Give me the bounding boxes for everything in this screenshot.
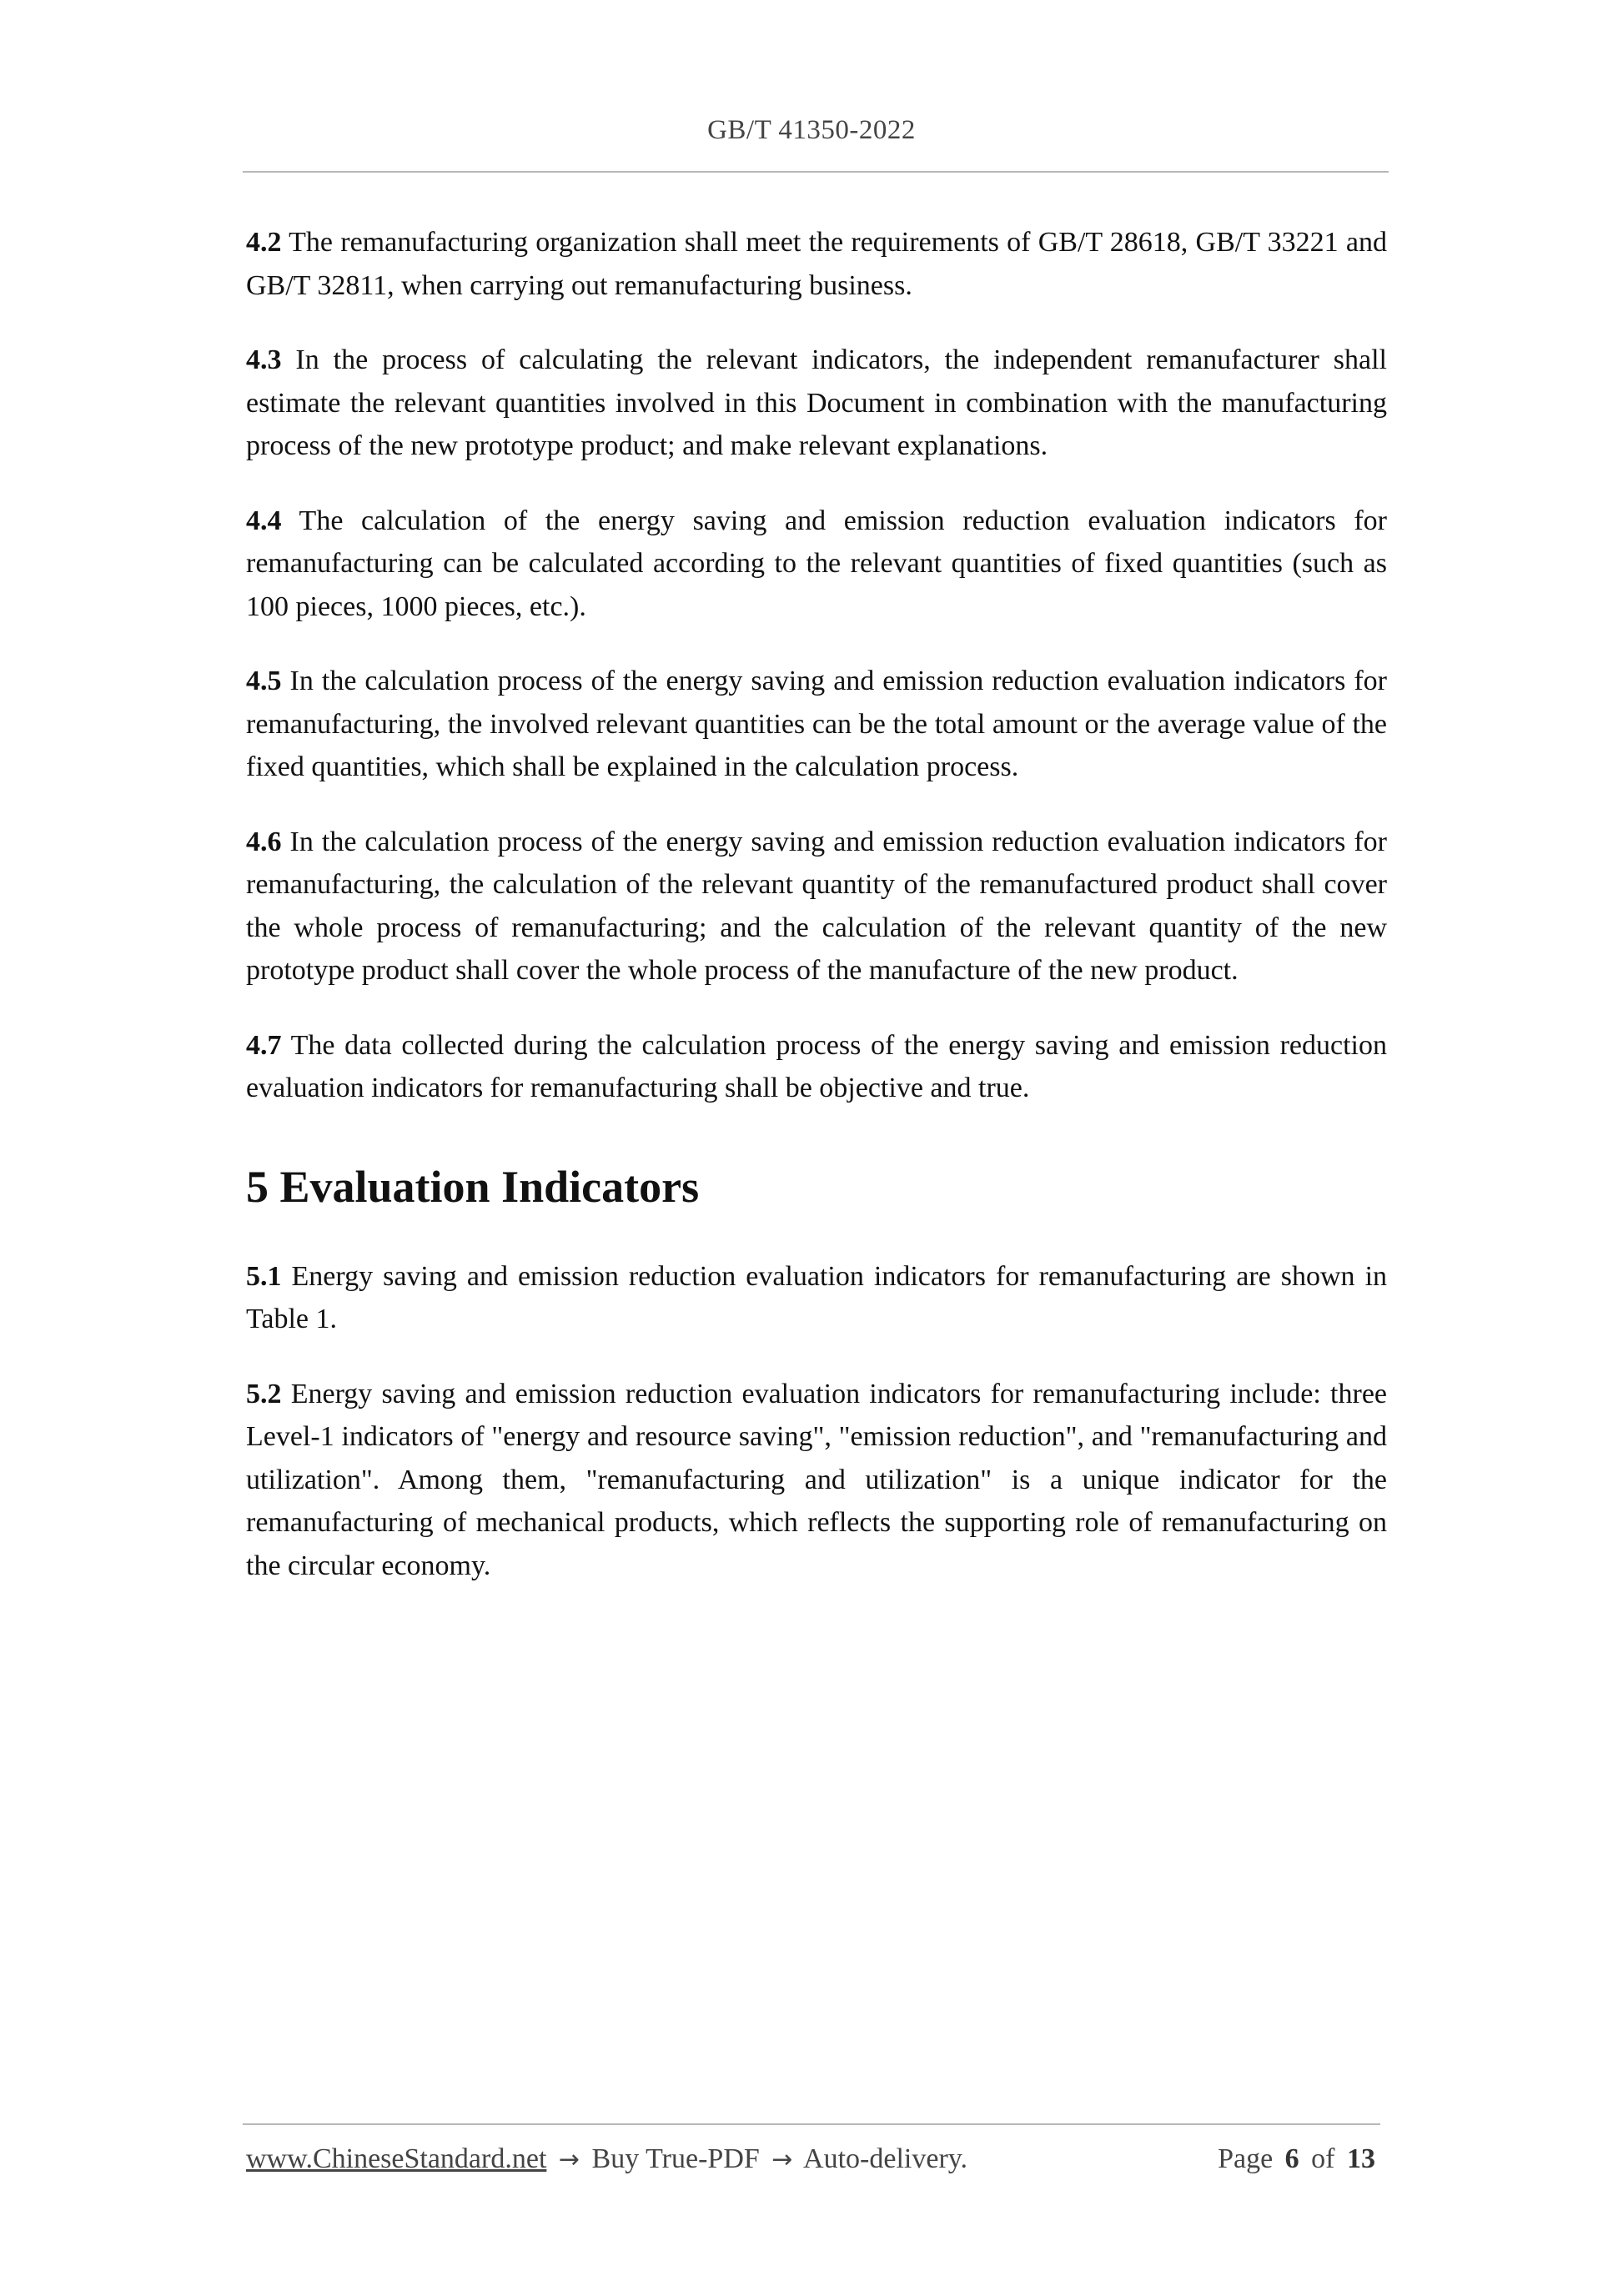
clause-text: In the calculation process of the energy saving and emission reduction evaluation indicators for remanufacturing, the involved relevant quantities can be the total amount or the average value of the fixed quantities, which shall be explained in the calculation process. xyxy=(246,666,1388,782)
clause-number: 5.1 xyxy=(246,1260,282,1292)
footer-promo xyxy=(246,2143,967,2175)
clause-5-1 xyxy=(246,1255,1387,1341)
clause-5-2 xyxy=(246,1373,1387,1588)
clause-number: 4.6 xyxy=(246,826,282,857)
clause-text: The calculation of the energy saving and emission reduction evaluation indicators for remanufacturing can be calculated according to the relevant quantities of fixed quantities (such as 100 pieces, 1000 pieces, etc.). xyxy=(246,505,1387,622)
clause-text: In the calculation process of the energy saving and emission reduction evaluation indicators for remanufacturing, the calculation of the relevant quantity of the remanufactured product shall cover the whole process of remanufacturing; and the calculation of the relevant quantity of the new prototype product shall cover the whole process of the manufacture of the new product. xyxy=(246,826,1388,986)
document-code-header: GB/T 41350-2022 xyxy=(707,115,916,145)
clause-4-6 xyxy=(246,821,1387,992)
auto-delivery-text: Auto-delivery. xyxy=(803,2143,968,2174)
arrow-right-icon: → xyxy=(771,2145,793,2174)
clause-text: Energy saving and emission reduction evaluation indicators for remanufacturing include: three Level-1 indicators of "energy and resource saving", "emission reduction", and "remanufacturing and utilization". Among them, "remanufacturing and utilization" is a unique indicator for the remanufacturing of mechanical products, which reflects the supporting role of remanufacturing on the circular economy. xyxy=(246,1378,1388,1581)
page-footer xyxy=(246,2143,1380,2175)
arrow-right-icon: → xyxy=(558,2145,580,2174)
buy-true-pdf-text: Buy True-PDF xyxy=(591,2143,760,2174)
clause-number: 5.2 xyxy=(246,1378,282,1409)
page-total: 13 xyxy=(1347,2143,1375,2174)
clause-text: The remanufacturing organization shall meet the requirements of GB/T 28618, GB/T 33221 and GB/T 32811, when carrying out remanufacturing business. xyxy=(246,227,1387,301)
clause-4-4 xyxy=(246,500,1387,629)
footer-divider xyxy=(243,2123,1380,2125)
clause-number: 4.4 xyxy=(246,505,282,536)
clause-number: 4.2 xyxy=(246,227,282,258)
clause-text: In the process of calculating the relevant indicators, the independent remanufacturer shall estimate the relevant quantities involved in this Document in combination with the manufacturing process of the new prototype product; and make relevant explanations. xyxy=(246,344,1387,461)
clause-4-3 xyxy=(246,339,1387,468)
of-word: of xyxy=(1311,2143,1335,2174)
clause-text: Energy saving and emission reduction evaluation indicators for remanufacturing are shown in Table 1. xyxy=(246,1260,1388,1334)
clause-number: 4.5 xyxy=(246,666,282,696)
page-counter xyxy=(1218,2143,1380,2175)
page-current: 6 xyxy=(1284,2143,1299,2174)
clause-text: The data collected during the calculation process of the energy saving and emission reduction evaluation indicators for remanufacturing shall be objective and true. xyxy=(246,1029,1387,1103)
page-word: Page xyxy=(1218,2143,1274,2174)
header-divider xyxy=(243,171,1389,173)
clause-4-5 xyxy=(246,660,1387,789)
clause-number: 4.3 xyxy=(246,344,282,375)
section-heading: 5 Evaluation Indicators xyxy=(246,1161,700,1212)
clause-4-7 xyxy=(246,1024,1387,1110)
document-body xyxy=(246,221,1387,1619)
site-link[interactable]: www.ChineseStandard.net xyxy=(246,2143,547,2174)
clause-number: 4.7 xyxy=(246,1029,282,1061)
clause-4-2 xyxy=(246,221,1387,307)
